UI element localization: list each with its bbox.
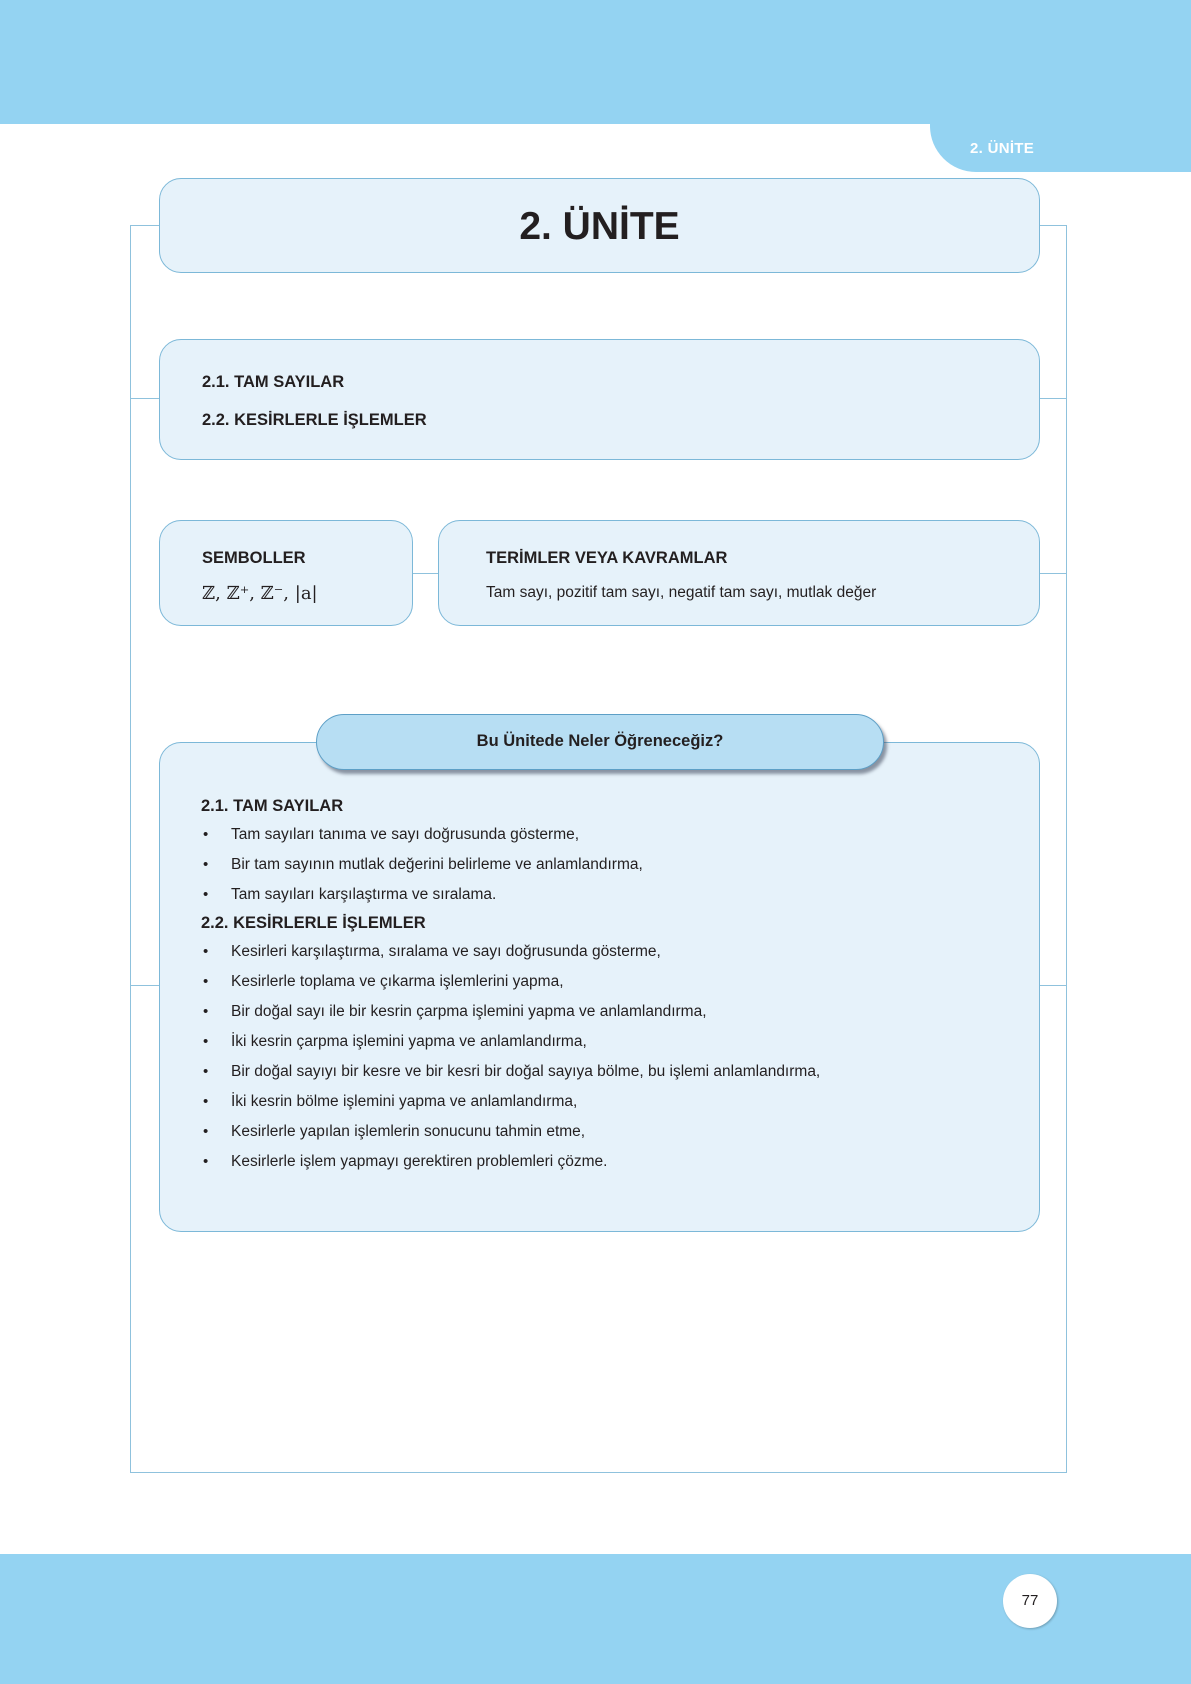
terms-box bbox=[438, 520, 1040, 626]
list-item-text: Kesirlerle toplama ve çıkarma işlemlerini yapma, bbox=[231, 973, 564, 990]
list-item bbox=[201, 1057, 1031, 1087]
list-item bbox=[201, 1087, 1031, 1117]
terms-heading: TERİMLER VEYA KAVRAMLAR bbox=[486, 549, 728, 567]
frame-connector bbox=[1040, 398, 1067, 399]
list-item-text: Bir doğal sayı ile bir kesrin çarpma işlemini yapma ve anlamlandırma, bbox=[231, 1003, 707, 1020]
bullet-icon: • bbox=[203, 943, 209, 960]
list-item-text: Bir doğal sayıyı bir kesre ve bir kesri bir doğal sayıya bölme, bu işlemi anlamlandırma, bbox=[231, 1063, 821, 1080]
bullet-icon: • bbox=[203, 826, 209, 843]
list-item-text: Kesirlerle işlem yapmayı gerektiren problemleri çözme. bbox=[231, 1153, 608, 1170]
list-item bbox=[201, 1147, 1031, 1177]
list-item-text: Tam sayıları karşılaştırma ve sıralama. bbox=[231, 886, 497, 903]
frame-connector bbox=[1040, 225, 1067, 226]
list-item-text: Tam sayıları tanıma ve sayı doğrusunda gösterme, bbox=[231, 826, 580, 843]
section-title: 2.2. KESİRLERLE İŞLEMLER bbox=[201, 914, 426, 932]
frame-connector bbox=[1040, 985, 1067, 986]
title-box bbox=[159, 178, 1040, 273]
bullet-icon: • bbox=[203, 973, 209, 990]
symbols-text: ℤ, ℤ⁺, ℤ⁻, |a| bbox=[202, 583, 318, 604]
subunits-box bbox=[159, 339, 1040, 460]
learning-content bbox=[201, 793, 1031, 1177]
list-item-text: Bir tam sayının mutlak değerini belirleme ve anlamlandırma, bbox=[231, 856, 643, 873]
bullet-icon: • bbox=[203, 1153, 209, 1170]
frame-connector bbox=[413, 573, 438, 574]
list-item bbox=[201, 880, 1031, 910]
list-item-text: Kesirleri karşılaştırma, sıralama ve sayı doğrusunda gösterme, bbox=[231, 943, 661, 960]
bullet-icon: • bbox=[203, 886, 209, 903]
terms-text: Tam sayı, pozitif tam sayı, negatif tam sayı, mutlak değer bbox=[486, 584, 877, 601]
learning-header: Bu Ünitede Neler Öğreneceğiz? bbox=[316, 714, 884, 770]
bullet-icon: • bbox=[203, 1033, 209, 1050]
symbols-box bbox=[159, 520, 413, 626]
list-item-text: Kesirlerle yapılan işlemlerin sonucunu tahmin etme, bbox=[231, 1123, 586, 1140]
frame-connector bbox=[130, 398, 159, 399]
bullet-icon: • bbox=[203, 1003, 209, 1020]
subunit-title: 2.1. TAM SAYILAR bbox=[202, 373, 345, 391]
bullet-icon: • bbox=[203, 1063, 209, 1080]
list-item bbox=[201, 967, 1031, 997]
list-item bbox=[201, 1117, 1031, 1147]
header-white-strip bbox=[0, 124, 930, 174]
page-number: 77 bbox=[1003, 1574, 1057, 1628]
list-item bbox=[201, 997, 1031, 1027]
list-item bbox=[201, 937, 1031, 967]
frame-connector bbox=[1040, 573, 1067, 574]
list-item bbox=[201, 820, 1031, 850]
subunit-title: 2.2. KESİRLERLE İŞLEMLER bbox=[202, 411, 427, 429]
list-item bbox=[201, 850, 1031, 880]
frame-connector bbox=[130, 985, 159, 986]
header-band bbox=[0, 0, 1191, 124]
symbols-heading: SEMBOLLER bbox=[202, 549, 306, 567]
bullet-icon: • bbox=[203, 1093, 209, 1110]
list-item bbox=[201, 1027, 1031, 1057]
list-item-text: İki kesrin bölme işlemini yapma ve anlamlandırma, bbox=[231, 1093, 578, 1110]
section-title: 2.1. TAM SAYILAR bbox=[201, 797, 344, 815]
list-item-text: İki kesrin çarpma işlemini yapma ve anlamlandırma, bbox=[231, 1033, 587, 1050]
bullet-icon: • bbox=[203, 1123, 209, 1140]
page-title: 2. ÜNİTE bbox=[519, 205, 680, 248]
unit-tab-label: 2. ÜNİTE bbox=[970, 140, 1035, 157]
bullet-icon: • bbox=[203, 856, 209, 873]
